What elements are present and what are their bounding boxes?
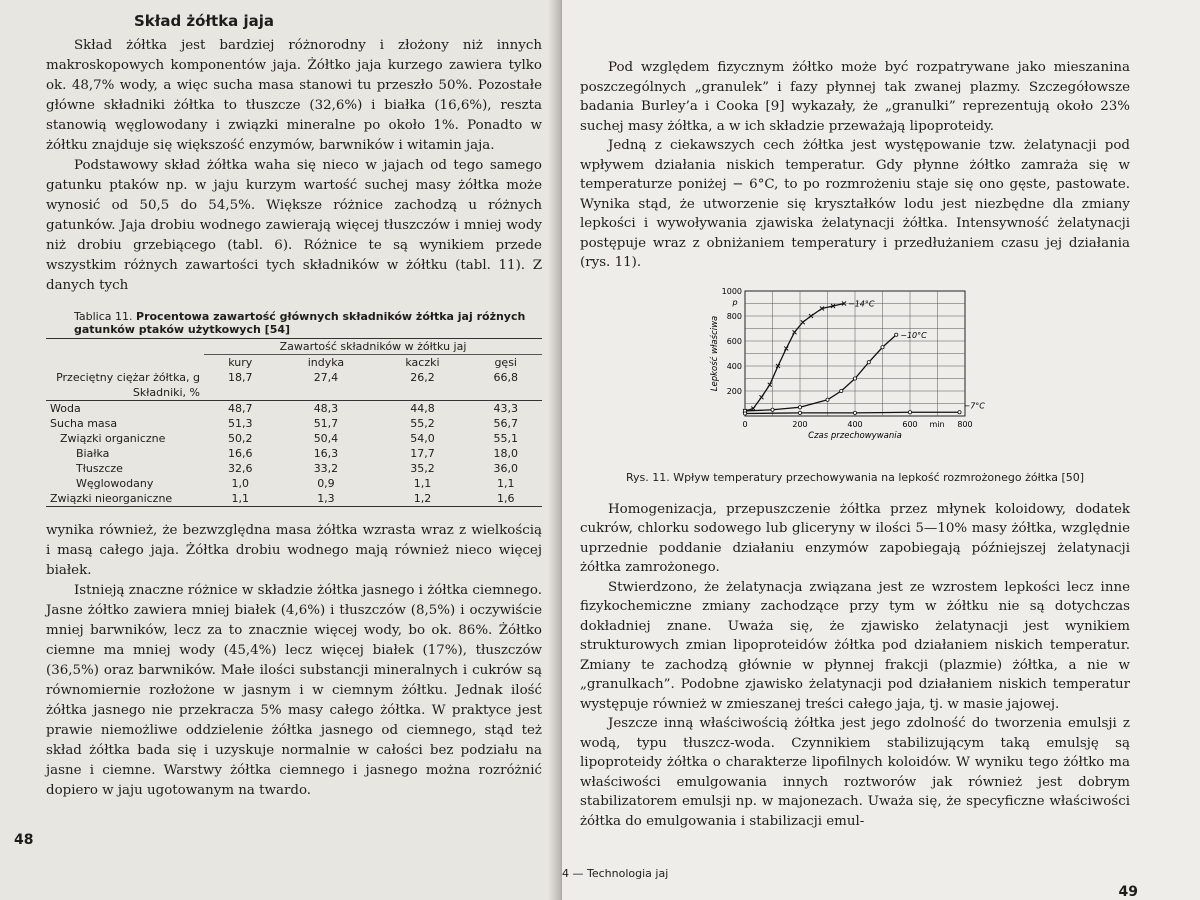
- table-row: [46, 431, 542, 446]
- table-cell: 56,7: [493, 417, 518, 430]
- x-tick-label: 800: [957, 419, 973, 429]
- table-cell: 1,6: [496, 492, 515, 505]
- y-axis-title: Lepkość właściwa: [710, 315, 720, 391]
- table-cell: 17,7: [410, 447, 435, 460]
- series-label: −10°C: [900, 330, 927, 340]
- table-caption: Procentowa zawartość głównych składników żółtka jaj różnych gatunków ptaków użytkowych [54]: [74, 310, 526, 336]
- table-cell: 18,7: [227, 371, 253, 384]
- viscosity-chart: [705, 283, 1005, 463]
- table-cell: 18,0: [493, 447, 518, 460]
- data-point: [853, 376, 856, 379]
- data-point: [958, 410, 961, 413]
- table-cell: 26,2: [410, 371, 435, 384]
- data-point: [908, 410, 911, 413]
- table-group-header: Zawartość składników w żółtku jaj: [204, 339, 542, 355]
- table-cell: 1,1: [413, 477, 432, 490]
- table-cell: 1,1: [231, 492, 249, 505]
- y-tick-label: 400: [726, 361, 742, 371]
- table-cell: 48,3: [313, 402, 339, 415]
- table-cell: 51,7: [313, 417, 339, 430]
- table-cell: 1,2: [413, 492, 432, 505]
- y-unit-label: p: [732, 297, 738, 307]
- data-point: [867, 360, 870, 363]
- table-cell: 16,3: [313, 447, 339, 460]
- y-tick-label: 200: [726, 386, 742, 396]
- table-cell: 1,0: [231, 477, 249, 490]
- data-point: [881, 345, 884, 348]
- column-header: kaczki: [405, 356, 440, 369]
- paragraph: Stwierdzono, że żelatynacja związana jest ze wzrostem lepkości lecz inne fizykochemiczne zmiany zachodzące przy tym w żółtku nie są dotychczas dokładniej znane. Uważa się, że zjawisko żelatynacji jest wynikiem strukturowych zmian lipoproteidów żółtka pod działaniem niskich temperatur. Zmiany te zachodzą głównie w płynnej frakcji (plazmie) żółtka, a nie w „granulkach”. Podobne zjawisko żelatynacji pod działaniem niskich temperatur występuje również w zmieszanej treści całego jaja, tj. w masie jajowej.: [580, 579, 1130, 712]
- x-axis-title: Czas przechowywania: [808, 430, 902, 441]
- paragraph: Jeszcze inną właściwością żółtka jest jego zdolność do tworzenia emulsji z wodą, typu tłuszcz-woda. Czynnikiem stabilizującym taką emulsję są lipoproteidy żółtka o charakterze lipofilnych koloidów. W wyniku tego żółtko ma właściwości emulgowania innych roztworów jak również jest dobrym stabilizatorem emulsji np. w majonezach. Uważa się, że specyficzne właściwości żółtka do emulgowania i stabilizacji emul-: [580, 716, 1130, 829]
- table-cell: 66,8: [493, 371, 518, 384]
- data-point: [760, 395, 764, 399]
- table-title: [74, 310, 542, 336]
- table-cell: 48,7: [227, 402, 253, 415]
- table-cell: 55,1: [493, 432, 518, 445]
- table-row: [46, 446, 542, 461]
- paragraph: Homogenizacja, przepuszczenie żółtka przez młynek koloidowy, dodatek cukrów, chlorku sodowego lub gliceryny w ilości 5—10% masy żółtka, względnie uprzednie poddanie działaniu enzymów zapobiegają późniejszej żelatynacji żółtka zamrożonego.: [580, 501, 1130, 575]
- left-page: [0, 0, 560, 900]
- column-header: kury: [228, 356, 253, 369]
- row-label: Woda: [50, 402, 81, 415]
- series-line: [745, 334, 896, 410]
- x-tick-label: 200: [792, 419, 808, 429]
- column-header: indyka: [307, 356, 345, 369]
- table-cell: 16,6: [227, 447, 253, 460]
- data-point: [798, 405, 801, 408]
- figure: [580, 283, 1130, 467]
- components-label: Składniki, %: [132, 386, 200, 399]
- table-row: [46, 476, 542, 491]
- column-header: gęsi: [494, 356, 517, 369]
- table-row: [46, 461, 542, 476]
- table-cell: 33,2: [313, 462, 339, 475]
- table-cell: 0,9: [317, 477, 335, 490]
- paragraph: wynika również, że bezwzględna masa żółtka wzrasta wraz z wielkością i masą całego jaja. Żółtka drobiu wodnego mają również nieco więcej białek.: [46, 523, 542, 578]
- x-tick-label: 0: [742, 419, 748, 429]
- data-point: [853, 411, 856, 414]
- data-point: [801, 320, 805, 324]
- row-label: Tłuszcze: [76, 462, 123, 475]
- weight-label: Przeciętny ciężar żółtka, g: [56, 371, 200, 384]
- row-label: Związki nieorganiczne: [50, 492, 173, 505]
- data-point: [840, 389, 843, 392]
- paragraph: Podstawowy skład żółtka waha się nieco w jajach od tego samego gatunku ptaków np. w jaju kurzym wartość suchej masy żółtka może wynosić od 50,5 do 54,5%. Większe różnice zachodzą u różnych gatunków. Jaja drobiu wodnego zawierają więcej tłuszczów i mniej wody niż drobiu grzebiącego (tabl. 6). Różnice te są wynikiem przede wszystkim różnych zawartości tych składników w żółtku (tabl. 11). Z danych tych: [46, 158, 542, 293]
- x-unit-label: min: [929, 419, 945, 429]
- series-label: −7°C: [963, 400, 985, 410]
- paragraph: Pod względem fizycznym żółtko może być rozpatrywane jako mieszanina poszczególnych „granulek” i fazy płynnej tak zwanej plazmy. Szczegółowsze badania Burley’a i Cooka [9] wykazały, że „granulki” reprezentują około 23% suchej masy żółtka, a w ich składzie przeważają lipoproteidy.: [580, 60, 1130, 134]
- row-label: Węglowodany: [76, 477, 154, 490]
- row-label: Sucha masa: [50, 417, 118, 430]
- paragraph: Jedną z ciekawszych cech żółtka jest występowanie tzw. żelatynacji pod wpływem działania niskich temperatur. Gdy płynne żółtko zamraża się w temperaturze poniżej − 6°C, to po rozmrożeniu staje się ono gęste, pastowate. Wynika stąd, że utworzenie się kryształków lodu jest niezbędne dla zmiany lepkości i wywoływania zjawiska żelatynacji żółtka. Intensywność żelatynacji postępuje wraz z obniżaniem temperatury i przedłużaniem czasu jej działania (rys. 11).: [580, 138, 1130, 270]
- table-cell: 44,8: [410, 402, 435, 415]
- table-cell: 1,3: [317, 492, 335, 505]
- table-row: [46, 491, 542, 507]
- paragraph: Istnieją znaczne różnice w składzie żółtka jasnego i żółtka ciemnego. Jasne żółtko zawiera mniej białek (4,6%) i tłuszczów (8,5%) i oczywiście mniej barwników, lecz za to znacznie więcej wody, bo ok. 86%. Żółtko ciemne ma mniej wody (45,4%) lecz więcej białek (17%), tłuszczów (36,5%) oraz barwników. Małe ilości substancji mineralnych i cukrów są równomiernie rozłożone w jasnym i w ciemnym żółtku. Jednak ilość żółtka jasnego nie przekracza 5% masy całego żółtka. W praktyce jest prawie niemożliwe oddzielenie żółtka jasnego od ciemnego, stąd też skład żółtka bada się i uzyskuje normalnie w całości bez podziału na jasne i ciemne. Warstwy żółtka ciemnego i jasnego można rozróżnić dopiero w jaju ugotowanym na twardo.: [46, 583, 542, 798]
- data-point: [771, 408, 774, 411]
- table-cell: 1,1: [496, 477, 515, 490]
- table-cell: 51,3: [227, 417, 253, 430]
- row-label: Białka: [76, 447, 110, 460]
- section-heading: Skład żółtka jaja: [134, 12, 275, 30]
- figure-caption: Rys. 11. Wpływ temperatury przechowywania na lepkość rozmrożonego żółtka [50]: [625, 470, 1085, 484]
- x-tick-label: 600: [902, 419, 918, 429]
- table-cell: 50,4: [313, 432, 339, 445]
- page-number: 49: [1118, 884, 1138, 900]
- intro-text: [46, 36, 542, 296]
- data-point: [826, 398, 829, 401]
- page-footer: 4 — Technologia jaj: [562, 867, 669, 880]
- table-cell: 55,2: [410, 417, 435, 430]
- table-cell: 32,6: [227, 462, 253, 475]
- series-label: −14°C: [848, 299, 875, 308]
- y-tick-label: 1000: [721, 286, 742, 296]
- table-row: [46, 401, 542, 417]
- table-cell: 35,2: [410, 462, 435, 475]
- composition-table: [46, 338, 542, 507]
- table-row: [46, 416, 542, 431]
- y-tick-label: 800: [726, 311, 742, 321]
- table-label: Tablica 11.: [74, 310, 133, 323]
- series-line: [745, 412, 960, 413]
- paragraph: Skład żółtka jest bardziej różnorodny i złożony niż innych makroskopowych komponentów jaja. Żółtko jaja kurzego zawiera tylko ok. 48,7% wody, a więc sucha masa stanowi tu przeszło 50%. Pozostałe główne składniki żółtka to tłuszcze (32,6%) i białka (16,6%), reszta stanowią węglowodany i związki mineralne po około 1%. Ponadto w żółtku znajduje się większość enzymów, barwników i witamin jaja.: [46, 38, 542, 153]
- table-cell: 50,2: [227, 432, 253, 445]
- right-page: [562, 0, 1200, 900]
- table-cell: 27,4: [313, 371, 339, 384]
- y-tick-label: 600: [726, 336, 742, 346]
- table-cell: 43,3: [493, 402, 518, 415]
- table-cell: 54,0: [410, 432, 435, 445]
- page-number: 48: [14, 832, 34, 848]
- data-point: [743, 411, 746, 414]
- data-point: [895, 333, 898, 336]
- row-label: Związki organiczne: [60, 432, 166, 445]
- data-point: [798, 411, 801, 414]
- table-cell: 36,0: [493, 462, 518, 475]
- x-tick-label: 400: [847, 419, 863, 429]
- series-line: [745, 303, 844, 411]
